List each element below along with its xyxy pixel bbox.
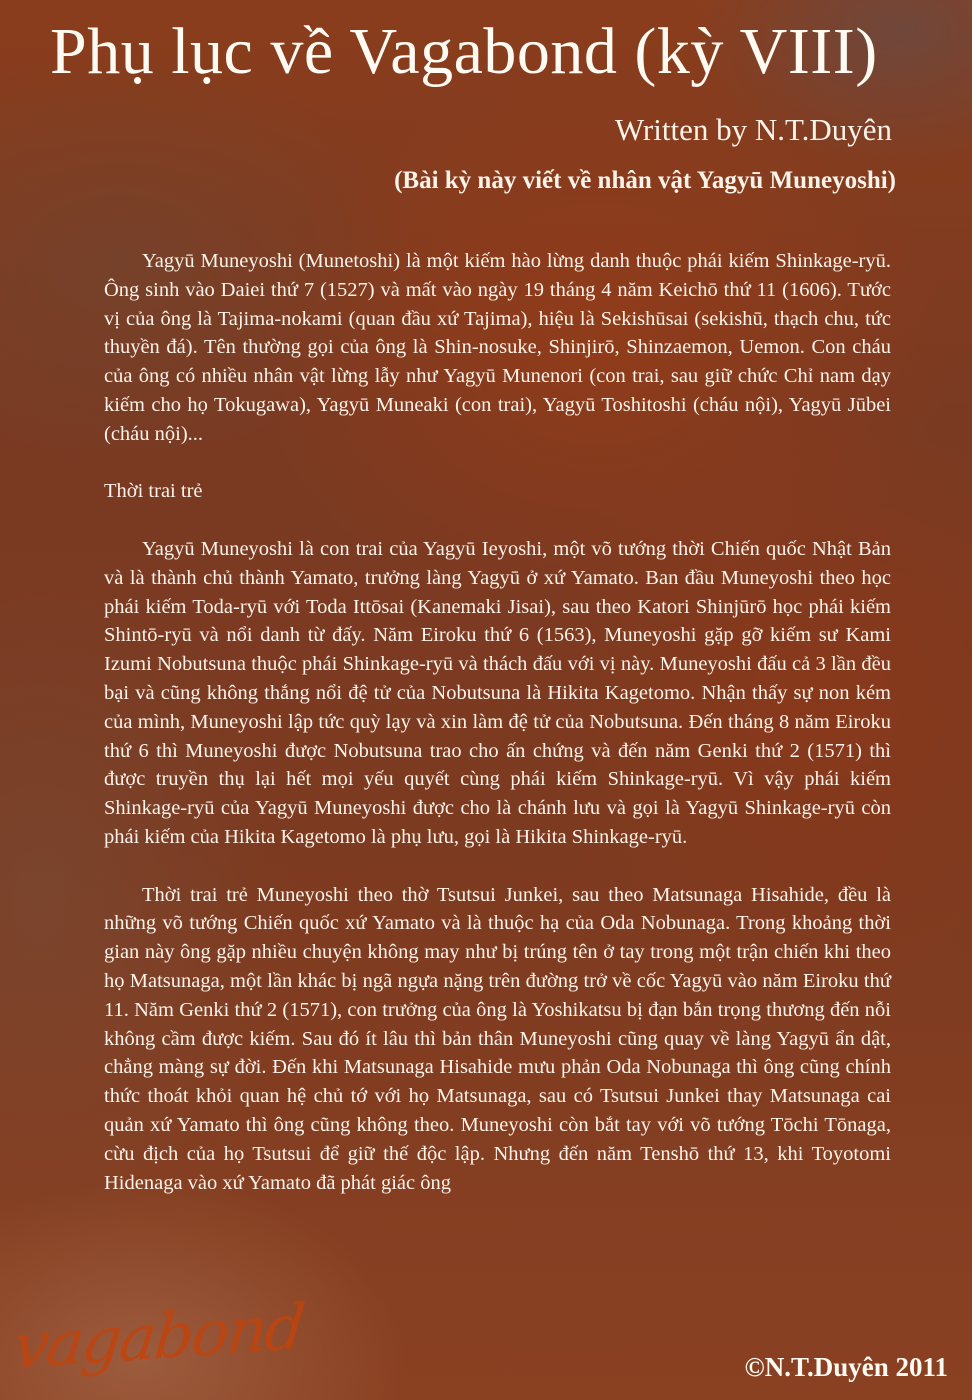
paragraph-service: Thời trai trẻ Muneyoshi theo thờ Tsutsui Junkei, sau theo Matsunaga Hisahide, đều là những võ tướng Chiến quốc xứ Yamato và là thuộc hạ của Oda Nobunaga. Trong khoảng thời gian này ông gặp nhiều chuyện không may như bị trúng tên ở tay trong một trận chiến khi theo họ Matsunaga, một lần khác bị ngã ngựa nặng trên đường trở về cốc Yagyū vào năm Eiroku thứ 11. Năm Genki thứ 2 (1571), con trưởng của ông là Yoshikatsu bị đạn bắn trọng thương đến nỗi không cầm được kiếm. Sau đó ít lâu thì bản thân Muneyoshi cũng quay về làng Yagyū ẩn dật, chẳng màng sự đời. Đến khi Matsunaga Hisahide mưu phản Oda Nobunaga thì ông cũng chính thức thoát khỏi quan hệ chủ tớ với họ Matsunaga, sau có Tsutsui Junkei thay Matsunaga cai quản xứ Yamato thì ông cũng không theo. Muneyoshi còn bắt tay với võ tướng Tōchi Tōnaga, cừu địch của họ Tsutsui để giữ thế độc lập. Nhưng đến năm Tenshō thứ 13, khi Toyotomi Hidenaga vào xứ Yamato đã phát giác ông: [104, 883, 891, 1194]
paragraph-intro: Yagyū Muneyoshi (Munetoshi) là một kiếm hào lừng danh thuộc phái kiếm Shinkage-ryū. Ông sinh vào Daiei thứ 7 (1527) và mất vào ngày 19 tháng 4 năm Keichō thứ 11 (1606). Tước vị của ông là Tajima-nokami (quan đầu xứ Tajima), hiệu là Sekishūsai (sekishū, thạch chu, tức thuyền đá). Tên thường gọi của ông là Shin-nosuke, Shinjirō, Shinzaemon, Uemon. Con cháu của ông có nhiều nhân vật lừng lẫy như Yagyū Munenori (con trai, sau giữ chức Chỉ nam dạy kiếm cho họ Tokugawa), Yagyū Muneaki (con trai), Yagyū Toshitoshi (cháu nội), Yagyū Jūbei (cháu nội)...: [104, 250, 891, 445]
article-body: [104, 247, 891, 1226]
section-heading-youth: Thời trai trẻ: [104, 480, 203, 503]
author-byline: Written by N.T.Duyên: [614, 112, 892, 147]
paragraph-training: Yagyū Muneyoshi là con trai của Yagyū Ieyoshi, một võ tướng thời Chiến quốc Nhật Bản và là thành chủ thành Yamato, trưởng làng Yagyū ở xứ Yamato. Ban đầu Muneyoshi theo học phái kiếm Toda-ryū với Toda Ittōsai (Kanemaki Jisai), sau theo Katori Shinjūrō học phái kiếm Shintō-ryū và nổi danh từ đấy. Năm Eiroku thứ 6 (1563), Muneyoshi gặp gỡ kiếm sư Kami Izumi Nobutsuna thuộc phái Shinkage-ryū và thách đấu với vị này. Muneyoshi đấu cả 3 lần đều bại và cũng không thắng nổi đệ tử của Nobutsuna là Hikita Kagetomo. Nhận thấy sự non kém của mình, Muneyoshi lập tức quỳ lạy và xin làm đệ tử của Nobutsuna. Đến tháng 8 năm Eiroku thứ 6 thì Muneyoshi được Nobutsuna trao cho ấn chứng và đến năm Genki thứ 2 (1571) thì được truyền thụ lại hết mọi yếu quyết cùng phái kiếm Shinkage-ryū. Vì vậy phái kiếm Shinkage-ryū của Yagyū Muneyoshi được cho là chánh lưu và gọi là Yagyū Shinkage-ryū còn phái kiếm của Hikita Kagetomo là phụ lưu, gọi là Hikita Shinkage-ryū.: [104, 537, 891, 848]
article-subtitle: (Bài kỳ này viết về nhân vật Yagyū Muneyoshi): [394, 167, 896, 194]
copyright-notice: ©N.T.Duyên 2011: [744, 1352, 948, 1382]
vagabond-logo-watermark: vagabond: [10, 1289, 307, 1384]
page-title: Phụ lục về Vagabond (kỳ VIII): [50, 15, 878, 88]
